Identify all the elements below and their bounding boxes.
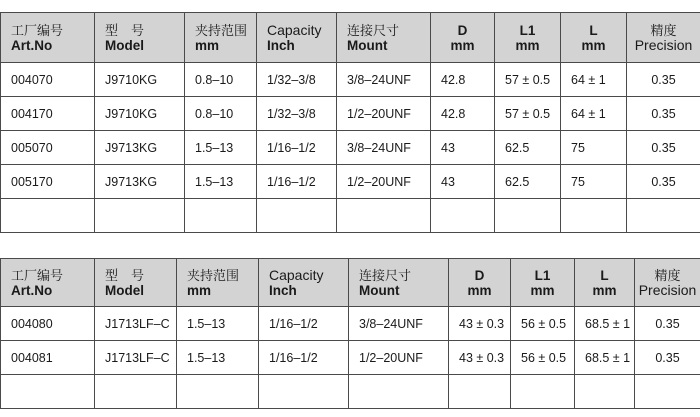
cell-l: 68.5 ± 1 [575, 341, 635, 375]
table-row [1, 131, 700, 165]
cell-l1: 62.5 [495, 131, 561, 165]
header-model: 型 号 Model [95, 259, 177, 307]
header-l: L mm [561, 13, 627, 63]
cell-clamping-range [177, 375, 259, 409]
cell-clamping-range: 1.5–13 [177, 341, 259, 375]
cell-l: 64 ± 1 [561, 63, 627, 97]
cell-model: J1713LF–C [95, 341, 177, 375]
cell-mount: 1/2–20UNF [349, 341, 449, 375]
cell-precision: 0.35 [635, 341, 700, 375]
spec-table-1 [0, 12, 700, 233]
table-header-row [1, 13, 700, 63]
header-model: 型 号 Model [95, 13, 185, 63]
cell-model: J9710KG [95, 63, 185, 97]
cell-d: 43 ± 0.3 [449, 307, 511, 341]
cell-mount: 3/8–24UNF [337, 63, 431, 97]
cell-clamping-range: 0.8–10 [185, 63, 257, 97]
header-clamping-range: 夹持范围 mm [185, 13, 257, 63]
header-mount: 连接尺寸 Mount [337, 13, 431, 63]
header-capacity: Capacity Inch [259, 259, 349, 307]
cell-d: 43 [431, 165, 495, 199]
cell-d: 43 ± 0.3 [449, 341, 511, 375]
cell-clamping-range: 1.5–13 [185, 165, 257, 199]
header-art-no: 工厂编号 Art.No [1, 13, 95, 63]
cell-capacity: 1/16–1/2 [257, 131, 337, 165]
cell-l1: 56 ± 0.5 [511, 307, 575, 341]
cell-mount: 3/8–24UNF [349, 307, 449, 341]
cell-clamping-range: 1.5–13 [177, 307, 259, 341]
table-row [1, 97, 700, 131]
cell-d: 42.8 [431, 97, 495, 131]
header-clamping-range: 夹持范围 mm [177, 259, 259, 307]
table-header-row [1, 259, 700, 307]
cell-l: 64 ± 1 [561, 97, 627, 131]
cell-art-no: 004170 [1, 97, 95, 131]
cell-mount [349, 375, 449, 409]
cell-mount [337, 199, 431, 233]
cell-capacity: 1/16–1/2 [259, 341, 349, 375]
cell-l [575, 375, 635, 409]
cell-art-no: 004070 [1, 63, 95, 97]
cell-l: 75 [561, 131, 627, 165]
cell-clamping-range: 0.8–10 [185, 97, 257, 131]
cell-d: 43 [431, 131, 495, 165]
cell-mount: 1/2–20UNF [337, 97, 431, 131]
cell-art-no: 005070 [1, 131, 95, 165]
table-row [1, 199, 700, 233]
cell-model: J1713LF–C [95, 307, 177, 341]
cell-l1: 62.5 [495, 165, 561, 199]
cell-precision: 0.35 [627, 63, 700, 97]
cell-model [95, 199, 185, 233]
cell-model [95, 375, 177, 409]
cell-clamping-range [185, 199, 257, 233]
cell-d [449, 375, 511, 409]
cell-precision [635, 375, 700, 409]
table-row [1, 307, 700, 341]
header-l1: L1 mm [511, 259, 575, 307]
cell-capacity [259, 375, 349, 409]
cell-d [431, 199, 495, 233]
header-precision: 精度 Precision [635, 259, 700, 307]
cell-art-no [1, 199, 95, 233]
cell-clamping-range: 1.5–13 [185, 131, 257, 165]
cell-l1: 57 ± 0.5 [495, 97, 561, 131]
cell-capacity [257, 199, 337, 233]
cell-l1: 57 ± 0.5 [495, 63, 561, 97]
cell-precision [627, 199, 700, 233]
cell-art-no: 005170 [1, 165, 95, 199]
cell-model: J9713KG [95, 131, 185, 165]
cell-capacity: 1/16–1/2 [257, 165, 337, 199]
cell-capacity: 1/32–3/8 [257, 97, 337, 131]
header-l: L mm [575, 259, 635, 307]
header-mount: 连接尺寸 Mount [349, 259, 449, 307]
cell-model: J9710KG [95, 97, 185, 131]
cell-precision: 0.35 [635, 307, 700, 341]
header-l1: L1 mm [495, 13, 561, 63]
cell-mount: 3/8–24UNF [337, 131, 431, 165]
header-art-no: 工厂编号 Art.No [1, 259, 95, 307]
cell-art-no: 004080 [1, 307, 95, 341]
header-d: D mm [449, 259, 511, 307]
table-row [1, 375, 700, 409]
header-precision: 精度 Precision [627, 13, 700, 63]
cell-l1 [495, 199, 561, 233]
cell-capacity: 1/32–3/8 [257, 63, 337, 97]
cell-art-no: 004081 [1, 341, 95, 375]
table-row [1, 341, 700, 375]
cell-d: 42.8 [431, 63, 495, 97]
cell-art-no [1, 375, 95, 409]
cell-l: 68.5 ± 1 [575, 307, 635, 341]
cell-l [561, 199, 627, 233]
header-d: D mm [431, 13, 495, 63]
cell-l1: 56 ± 0.5 [511, 341, 575, 375]
spec-table-2 [0, 258, 700, 409]
cell-precision: 0.35 [627, 97, 700, 131]
cell-model: J9713KG [95, 165, 185, 199]
table-row [1, 63, 700, 97]
cell-l1 [511, 375, 575, 409]
header-capacity: Capacity Inch [257, 13, 337, 63]
cell-precision: 0.35 [627, 131, 700, 165]
table-row [1, 165, 700, 199]
cell-capacity: 1/16–1/2 [259, 307, 349, 341]
cell-l: 75 [561, 165, 627, 199]
cell-mount: 1/2–20UNF [337, 165, 431, 199]
cell-precision: 0.35 [627, 165, 700, 199]
